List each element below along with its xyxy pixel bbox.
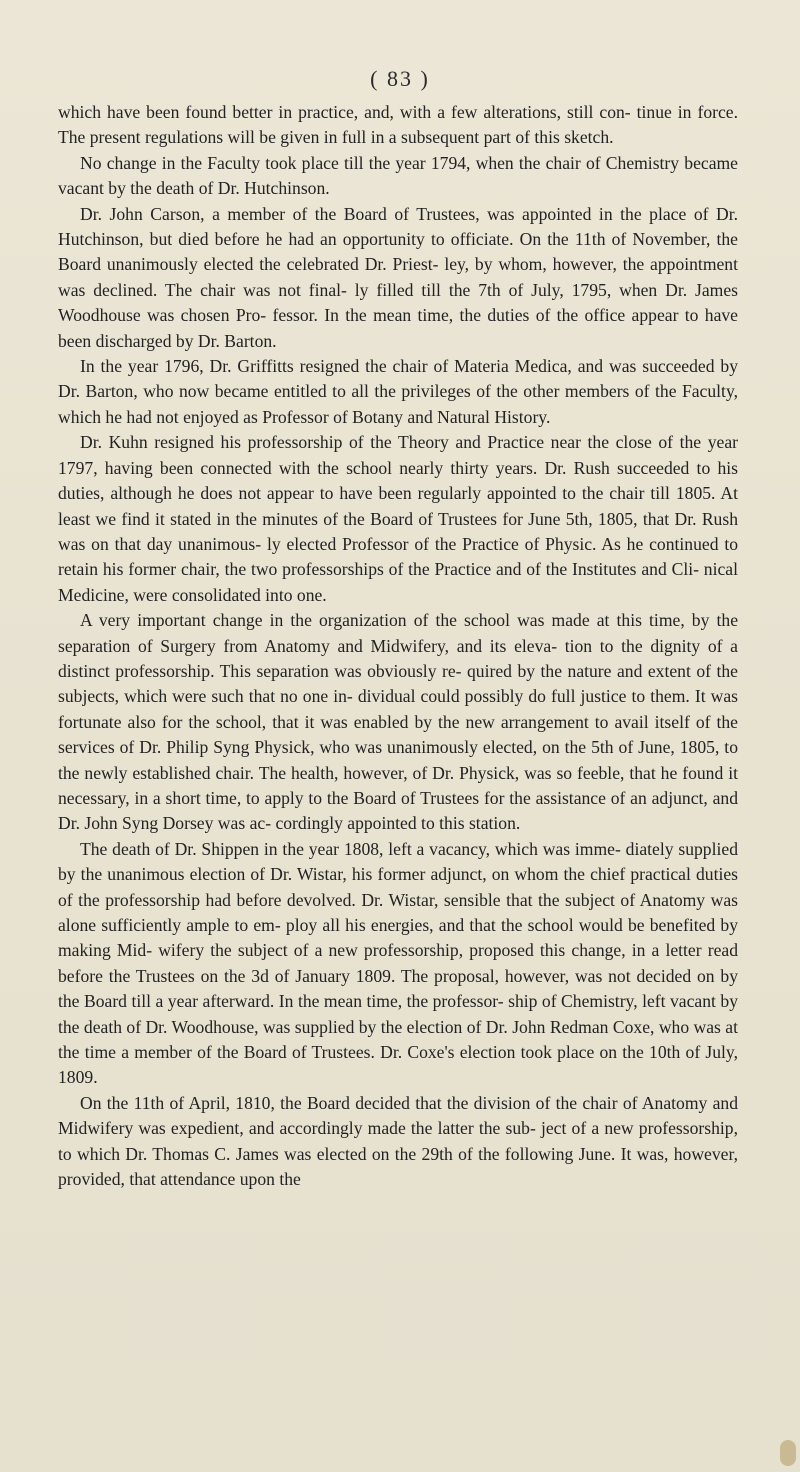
body-text: [58, 100, 738, 1192]
paper-stain: [780, 1440, 796, 1466]
paragraph: In the year 1796, Dr. Griffitts resigned the chair of Materia Medica, and was succeeded by Dr. Barton, who now became entitled to all the privileges of the other members of the Faculty, which he had not enjoyed as Professor of Botany and Natural History.: [58, 356, 738, 427]
page-number: ( 83 ): [370, 66, 430, 91]
paragraph: Dr. Kuhn resigned his professorship of the Theory and Practice near the close of the year 1797, having been connected with the school nearly thirty years. Dr. Rush succeeded to his duties, although he does not appear to have been regularly appointed to the chair till 1805. At least we find it stated in the minutes of the Board of Trustees for June 5th, 1805, that Dr. Rush was on that day unanimous- ly elected Professor of the Practice of Physic. As he continued to retain his former chair, the two professorships of the Practice and of the Institutes and Cli- nical Medicine, were consolidated into one.: [58, 432, 738, 605]
paragraph: A very important change in the organization of the school was made at this time, by the separation of Surgery from Anatomy and Midwifery, and its eleva- tion to the dignity of a distinct professorship. This separation was obviously re- quired by the nature and extent of the subjects, which were such that no one in- dividual could possibly do full justice to them. It was fortunate also for the school, that it was enabled by the new arrangement to avail itself of the services of Dr. Philip Syng Physick, who was unanimously elected, on the 5th of June, 1805, to the newly established chair. The health, however, of Dr. Physick, was so feeble, that he found it necessary, in a short time, to apply to the Board of Trustees for the assistance of an adjunct, and Dr. John Syng Dorsey was ac- cordingly appointed to this station.: [58, 610, 738, 834]
paragraph: Dr. John Carson, a member of the Board of Trustees, was appointed in the place of Dr. Hutchinson, but died before he had an opportunity to officiate. On the 11th of November, the Board unanimously elected the celebrated Dr. Priest- ley, by whom, however, the appointment was declined. The chair was not final- ly filled till the 7th of July, 1795, when Dr. James Woodhouse was chosen Pro- fessor. In the mean time, the duties of the office appear to have been discharged by Dr. Barton.: [58, 203, 738, 351]
paragraph: which have been found better in practice, and, with a few alterations, still con- tinue in force. The present regulations will be given in full in a subsequent part of this sketch.: [58, 102, 738, 148]
paragraph: On the 11th of April, 1810, the Board decided that the division of the chair of Anatomy and Midwifery was expedient, and accordingly made the latter the sub- ject of a new professorship, to which Dr. Thomas C. James was elected on the 29th of the following June. It was, however, provided, that attendance upon the: [58, 1092, 738, 1190]
paragraph: No change in the Faculty took place till the year 1794, when the chair of Chemistry became vacant by the death of Dr. Hutchinson.: [58, 152, 738, 199]
paragraph: The death of Dr. Shippen in the year 1808, left a vacancy, which was imme- diately supplied by the unanimous election of Dr. Wistar, his former adjunct, on whom the chief practical duties of the professorship had before devolved. Dr. Wistar, sensible that the subject of Anatomy was alone sufficiently ample to em- ploy all his energies, and that the school would be benefited by making Mid- wifery the subject of a new professorship, proposed this change, in a letter read before the Trustees on the 3d of January 1809. The proposal, however, was not decided on by the Board till a year afterward. In the mean time, the professor- ship of Chemistry, left vacant by the death of Dr. Woodhouse, was supplied by the election of Dr. John Redman Coxe, who was at the time a member of the Board of Trustees. Dr. Coxe's election took place on the 10th of July, 1809.: [58, 838, 738, 1088]
